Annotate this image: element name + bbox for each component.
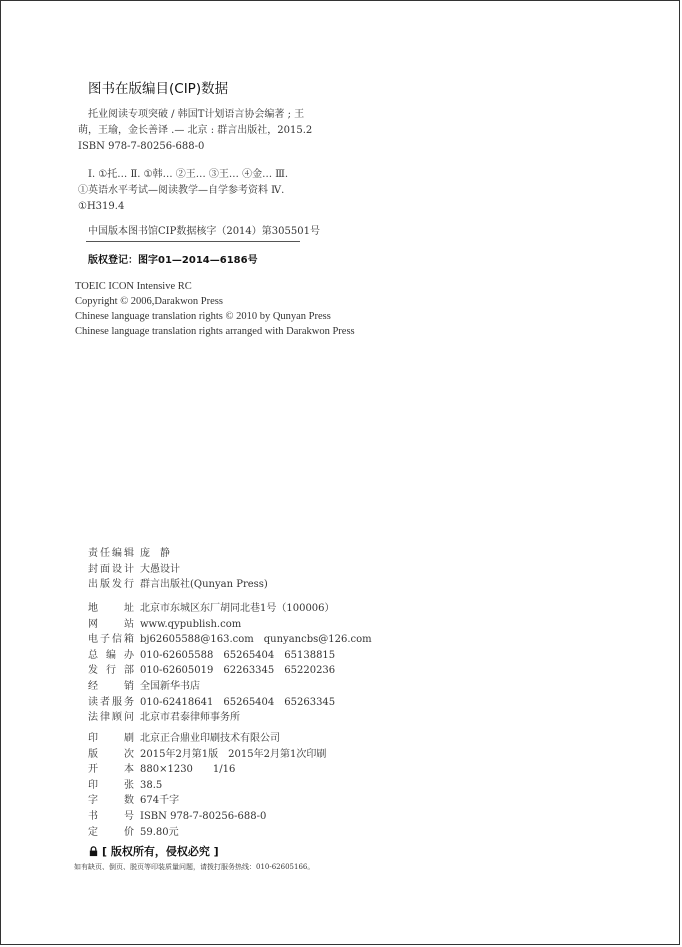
info-value: 北京市东城区东厂胡同北巷1号（100006） bbox=[140, 603, 335, 614]
info-row bbox=[88, 747, 326, 763]
info-label: 定 价 bbox=[88, 826, 134, 838]
lock-icon bbox=[88, 846, 99, 857]
info-label: 印 刷 bbox=[88, 733, 134, 744]
info-label: 书 号 bbox=[88, 810, 134, 822]
info-label: 印 张 bbox=[88, 779, 134, 791]
info-value: 大愚设计 bbox=[140, 563, 180, 575]
cip-record-number: 中国版本图书馆CIP数据核字（2014）第305501号 bbox=[88, 226, 320, 237]
original-line: Copyright © 2006,Darakwon Press bbox=[75, 296, 223, 307]
info-row bbox=[88, 695, 372, 711]
info-label: 网 站 bbox=[88, 618, 134, 630]
info-row bbox=[88, 731, 326, 747]
copyright-registration: 版权登记：图字01—2014—6186号 bbox=[88, 255, 258, 266]
info-value: 010-62605019 62263345 65220236 bbox=[140, 665, 336, 677]
info-value: 2015年2月第1版 2015年2月第1次印刷 bbox=[140, 748, 327, 760]
info-row bbox=[88, 825, 326, 841]
info-label: 字 数 bbox=[88, 795, 134, 807]
original-line: TOEIC ICON Intensive RC bbox=[75, 281, 192, 292]
service-note: 如有缺页、倒页、脱页等印装质量问题，请拨打服务热线：010-62605166。 bbox=[74, 863, 315, 871]
info-value: 庞 静 bbox=[140, 548, 170, 559]
info-label: 电子信箱 bbox=[88, 634, 134, 646]
info-label: 总 编 办 bbox=[88, 649, 134, 661]
info-value: 北京正合鼎业印刷技术有限公司 bbox=[140, 733, 280, 744]
cip-line: 托业阅读专项突破 / 韩国T计划语言协会编著 ; 王 bbox=[88, 109, 305, 120]
info-row bbox=[88, 546, 268, 562]
rights-text: [ 版权所有，侵权必究 ] bbox=[102, 845, 219, 858]
info-value: 59.80元 bbox=[140, 826, 179, 838]
info-label: 经 销 bbox=[88, 680, 134, 692]
info-row bbox=[88, 632, 372, 648]
info-value: 38.5 bbox=[140, 779, 163, 791]
info-label: 开 本 bbox=[88, 764, 134, 776]
info-value: ISBN 978-7-80256-688-0 bbox=[140, 810, 267, 822]
cip-title: 图书在版编目(CIP)数据 bbox=[88, 81, 229, 97]
info-value: www.qypublish.com bbox=[140, 618, 242, 630]
cip-main-entry bbox=[78, 107, 313, 155]
original-copyright bbox=[75, 279, 355, 339]
cip-classification bbox=[78, 167, 289, 215]
info-label: 发 行 部 bbox=[88, 665, 134, 677]
info-label: 读者服务 bbox=[88, 696, 134, 708]
info-row bbox=[88, 601, 372, 617]
info-value: 674千字 bbox=[140, 795, 180, 807]
production-list bbox=[88, 731, 326, 840]
info-row bbox=[88, 679, 372, 695]
info-value: 全国新华书店 bbox=[140, 680, 200, 692]
info-label: 出版发行 bbox=[88, 579, 134, 591]
original-line: Chinese language translation rights arranged with Darakwon Press bbox=[75, 326, 355, 337]
info-value: 北京市君泰律师事务所 bbox=[140, 712, 240, 724]
info-row bbox=[88, 663, 372, 679]
staff-list bbox=[88, 546, 268, 593]
cip-class-line: ①英语水平考试—阅读教学—自学参考资料 Ⅳ. bbox=[78, 185, 285, 196]
cip-class-line: Ⅰ. ①托… Ⅱ. ①韩… ②王… ③王… ④金… Ⅲ. bbox=[88, 169, 289, 180]
info-row bbox=[88, 778, 326, 794]
cip-line: 萌，王瑜，金长善译 .— 北京 : 群言出版社，2015.2 bbox=[78, 125, 313, 136]
info-row bbox=[88, 648, 372, 664]
info-label: 责任编辑 bbox=[88, 548, 134, 559]
info-value: 010-62605588 65265404 65138815 bbox=[140, 649, 336, 661]
rights-notice bbox=[88, 843, 314, 859]
info-value: bj62605588@163.com qunyancbs@126.com bbox=[140, 634, 372, 646]
info-row bbox=[88, 617, 372, 633]
info-row bbox=[88, 793, 326, 809]
info-row bbox=[88, 809, 326, 825]
original-line: Chinese language translation rights © 2010 by Qunyan Press bbox=[75, 311, 331, 322]
info-label: 封面设计 bbox=[88, 563, 134, 575]
info-row bbox=[88, 562, 268, 578]
info-value: 880×1230 1/16 bbox=[140, 764, 236, 776]
info-value: 010-62418641 65265404 65263345 bbox=[140, 696, 336, 708]
rights-footer bbox=[74, 843, 315, 872]
divider bbox=[86, 241, 300, 242]
cip-line: ISBN 978-7-80256-688-0 bbox=[78, 141, 205, 152]
info-row bbox=[88, 762, 326, 778]
info-label: 地 址 bbox=[88, 603, 134, 614]
info-row bbox=[88, 710, 372, 726]
info-label: 版 次 bbox=[88, 748, 134, 760]
info-label: 法律顾问 bbox=[88, 712, 134, 724]
info-row bbox=[88, 577, 268, 593]
cip-class-line: ①H319.4 bbox=[78, 201, 125, 212]
info-value: 群言出版社(Qunyan Press) bbox=[140, 579, 268, 591]
contact-list bbox=[88, 601, 372, 726]
